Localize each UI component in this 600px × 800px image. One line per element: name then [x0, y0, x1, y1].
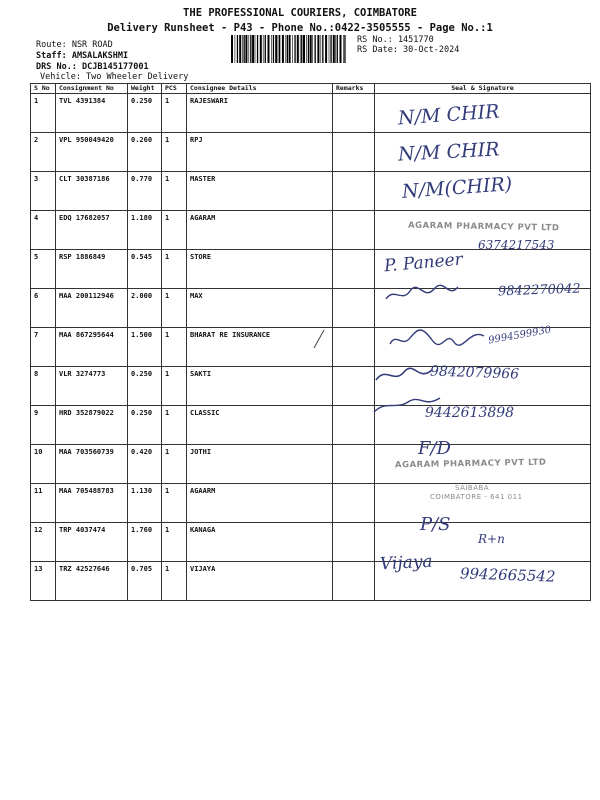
cell-remarks: [333, 94, 375, 133]
col-header-weight: Weight: [128, 84, 162, 94]
cell-consignee: AGARAM: [187, 211, 333, 250]
cell-remarks: [333, 328, 375, 367]
cell-sno: 8: [31, 367, 56, 406]
signature-scribble-row-7: [388, 322, 488, 350]
cell-remarks: [333, 133, 375, 172]
cell-consignee: RAJESWARI: [187, 94, 333, 133]
cell-consignment: MAA 867295644: [56, 328, 128, 367]
cell-consignee: BHARAT RE INSURANCE: [187, 328, 333, 367]
stamp-line-saibaba: SAIBABA: [455, 484, 490, 492]
cell-consignee: JOTHI: [187, 445, 333, 484]
cell-consignee: STORE: [187, 250, 333, 289]
cell-pcs: 1: [162, 94, 187, 133]
signature-row-3: N/M(CHIR): [401, 173, 513, 203]
cell-consignment: MAA 200112946: [56, 289, 128, 328]
runsheet-title: Delivery Runsheet - P43 - Phone No.:0422-3505555 - Page No.:1: [107, 22, 493, 34]
cell-weight: 0.705: [128, 562, 162, 601]
cell-weight: 0.250: [128, 406, 162, 445]
cell-pcs: 1: [162, 250, 187, 289]
phone-row-6: 9842270042: [497, 281, 581, 300]
drs-number: DRS No.: DCJB145177001: [36, 62, 149, 72]
signature-row-2: N/M CHIR: [397, 138, 500, 166]
cell-pcs: 1: [162, 445, 187, 484]
col-header-sno: S No: [31, 84, 56, 94]
stamp-line-address: COIMBATORE - 641 011: [430, 493, 523, 501]
cell-consignment: TVL 4391384: [56, 94, 128, 133]
barcode-image: [230, 35, 348, 63]
col-header-consignee: Consignee Details: [187, 84, 333, 94]
cell-consignment: HRD 352879022: [56, 406, 128, 445]
cell-consignee: SAKTI: [187, 367, 333, 406]
cell-sno: 3: [31, 172, 56, 211]
cell-consignee: MASTER: [187, 172, 333, 211]
cell-consignee: CLASSIC: [187, 406, 333, 445]
signature-row-1: N/M CHIR: [397, 100, 501, 130]
cell-sno: 1: [31, 94, 56, 133]
cell-weight: 1.760: [128, 523, 162, 562]
cell-pcs: 1: [162, 523, 187, 562]
cell-weight: 0.420: [128, 445, 162, 484]
cell-remarks: [333, 562, 375, 601]
col-header-signature: Seal & Signature: [375, 84, 591, 94]
cell-pcs: 1: [162, 328, 187, 367]
cell-pcs: 1: [162, 367, 187, 406]
col-header-pcs: PCS: [162, 84, 187, 94]
cell-weight: 2.000: [128, 289, 162, 328]
cell-weight: 1.180: [128, 211, 162, 250]
cell-consignment: MAA 703560739: [56, 445, 128, 484]
cell-weight: 0.770: [128, 172, 162, 211]
cell-sno: 2: [31, 133, 56, 172]
cell-sno: 12: [31, 523, 56, 562]
route-label: Route: NSR ROAD: [36, 40, 113, 50]
cell-consignment: MAA 705488783: [56, 484, 128, 523]
cell-consignment: EDQ 17682057: [56, 211, 128, 250]
cell-consignee: RPJ: [187, 133, 333, 172]
cell-sno: 10: [31, 445, 56, 484]
cell-remarks: [333, 367, 375, 406]
phone-row-5: 6374217543: [478, 238, 555, 252]
cell-sno: 7: [31, 328, 56, 367]
cell-pcs: 1: [162, 484, 187, 523]
cell-remarks: [333, 289, 375, 328]
cell-remarks: [333, 250, 375, 289]
mark-row-13: R+n: [478, 532, 505, 546]
company-stamp-row-4: AGARAM PHARMACY PVT LTD: [407, 220, 560, 234]
cell-sno: 5: [31, 250, 56, 289]
cell-weight: 1.500: [128, 328, 162, 367]
table-row: [31, 484, 591, 523]
phone-row-8: 9842079966: [429, 363, 520, 383]
table-row: [31, 250, 591, 289]
signature-row-12: P/S: [420, 514, 451, 535]
cell-consignment: RSP 1886849: [56, 250, 128, 289]
signature-row-10: F/D: [418, 438, 451, 459]
cell-pcs: 1: [162, 406, 187, 445]
signature-scribble-row-8: [374, 362, 434, 386]
rs-number: RS No.: 1451770: [357, 35, 434, 45]
cell-weight: 0.250: [128, 94, 162, 133]
cell-consignee: VIJAYA: [187, 562, 333, 601]
staff-label: Staff: AMSALAKSHMI: [36, 51, 129, 61]
cell-sno: 4: [31, 211, 56, 250]
cell-weight: 0.545: [128, 250, 162, 289]
cell-consignment: VLR 3274773: [56, 367, 128, 406]
cell-pcs: 1: [162, 211, 187, 250]
cell-remarks: [333, 445, 375, 484]
table-row: [31, 94, 591, 133]
signature-row-5: P. Paneer: [383, 249, 464, 277]
cell-remarks: [333, 523, 375, 562]
cell-consignment: VPL 950049420: [56, 133, 128, 172]
table-row: [31, 523, 591, 562]
company-name: THE PROFESSIONAL COURIERS, COIMBATORE: [183, 7, 417, 19]
cell-remarks: [333, 406, 375, 445]
cell-weight: 0.260: [128, 133, 162, 172]
cell-consignment: TRP 4037474: [56, 523, 128, 562]
signature-scribble-row-6: [384, 283, 460, 305]
cell-pcs: 1: [162, 289, 187, 328]
cell-remarks: [333, 211, 375, 250]
phone-row-13: 9942665542: [459, 564, 556, 586]
col-header-consignment: Consignment No: [56, 84, 128, 94]
phone-row-9: 9442613898: [425, 405, 515, 421]
signature-row-13: Vijaya: [379, 551, 434, 575]
company-stamp-row-11: AGARAM PHARMACY PVT LTD: [394, 457, 547, 471]
table-header-row: [31, 84, 591, 94]
cell-consignee: KANAGA: [187, 523, 333, 562]
cell-consignee: AGAARM: [187, 484, 333, 523]
cell-consignment: CLT 30387186: [56, 172, 128, 211]
cell-sno: 11: [31, 484, 56, 523]
cell-weight: 1.130: [128, 484, 162, 523]
table-row: [31, 133, 591, 172]
cell-pcs: 1: [162, 133, 187, 172]
phone-row-7: 9994599930: [487, 324, 553, 347]
cell-sno: 9: [31, 406, 56, 445]
cell-sno: 6: [31, 289, 56, 328]
rs-date: RS Date: 30-Oct-2024: [357, 45, 460, 55]
cell-remarks: [333, 484, 375, 523]
cell-sno: 13: [31, 562, 56, 601]
col-header-remarks: Remarks: [333, 84, 375, 94]
cell-pcs: 1: [162, 172, 187, 211]
vehicle-label: Vehicle: Two Wheeler Delivery: [40, 72, 189, 82]
cell-consignment: TRZ 42527646: [56, 562, 128, 601]
cell-remarks: [333, 172, 375, 211]
cell-consignee: MAX: [187, 289, 333, 328]
cell-weight: 0.250: [128, 367, 162, 406]
cell-pcs: 1: [162, 562, 187, 601]
remark-tick-mark: [312, 328, 326, 350]
